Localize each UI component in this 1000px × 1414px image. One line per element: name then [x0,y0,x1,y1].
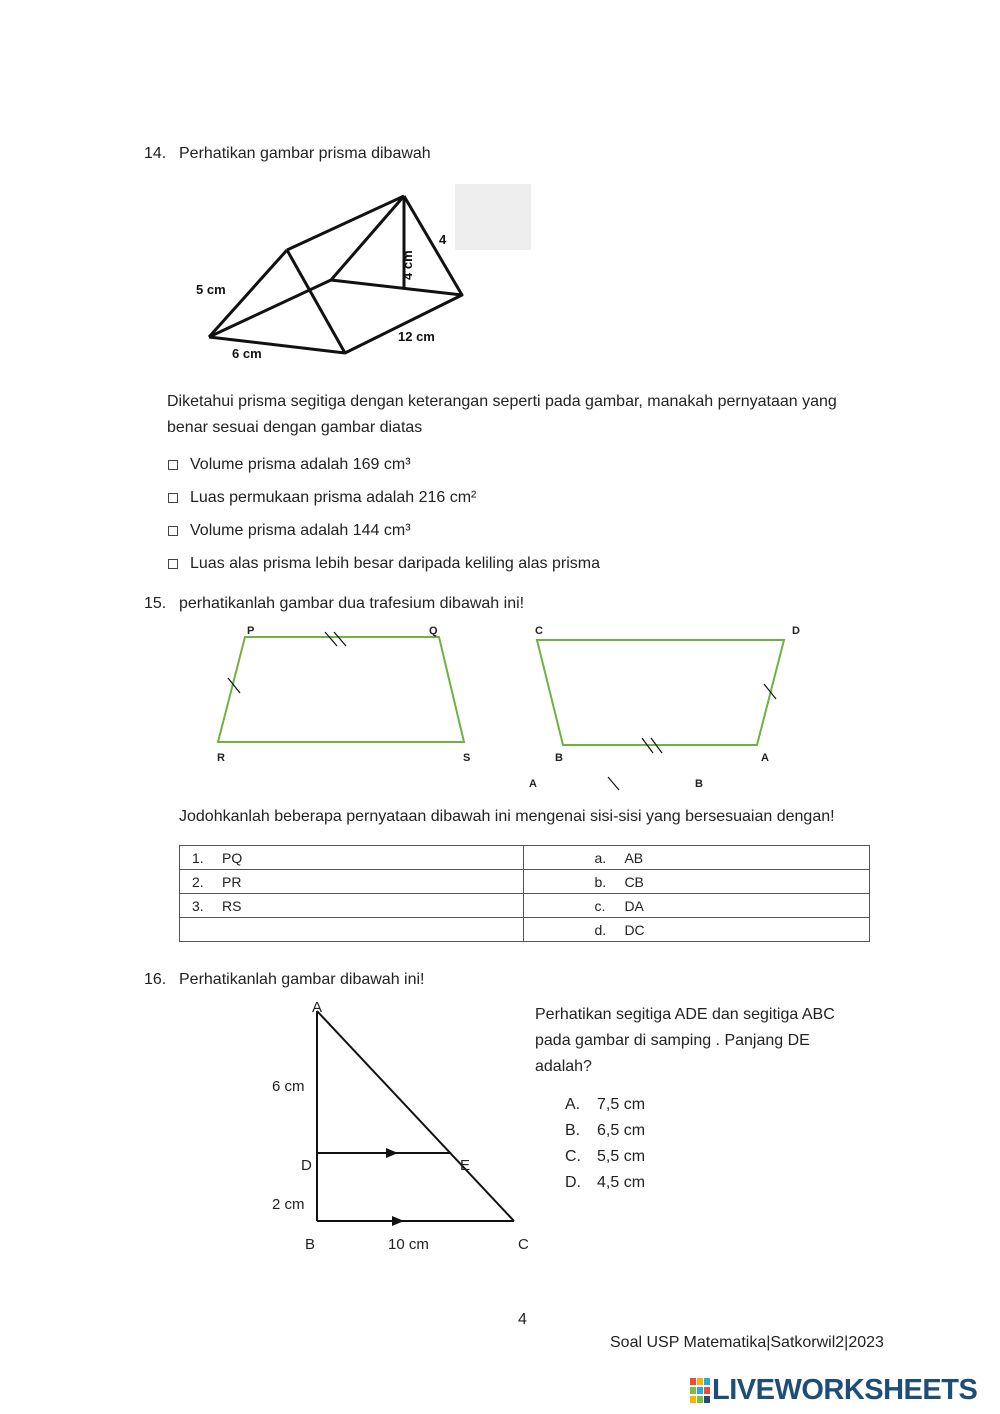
q16-number: 16. [144,971,167,988]
left-side: PQ [222,849,243,866]
match-right-cell[interactable] [524,894,870,918]
q14-number: 14. [144,145,167,162]
q14-option-2[interactable] [168,489,476,507]
option-letter: A. [565,1096,581,1113]
match-right-cell[interactable] [524,870,870,894]
q14-option-4[interactable] [168,555,600,573]
prism-edge-back-left [331,196,404,280]
q14-option-label: Volume prisma adalah 169 cm³ [190,456,411,473]
checkbox[interactable] [168,559,178,569]
arrow-de [386,1148,398,1158]
q14-paragraph-line1: Diketahui prisma segitiga dengan keterangan seperti pada gambar, manakah pernyataan yang [167,393,837,410]
trapezoids-figure [200,620,820,795]
q14-option-label: Volume prisma adalah 144 cm³ [190,522,411,539]
right-side: AB [624,849,644,866]
label-tri-e: E [460,1157,471,1174]
q16-option-d[interactable] [565,1174,645,1200]
label-4cm: 4 cm [400,250,415,280]
label-c: C [535,625,543,637]
triangle-figure [260,995,540,1260]
q14-option-label: Luas permukaan prisma adalah 216 cm² [190,489,477,506]
row-number: 1. [192,849,204,866]
label-2cm: 2 cm [272,1196,305,1213]
row-number: 2. [192,873,204,890]
footer-caption: Soal USP Matematika|Satkorwil2|2023 [610,1334,884,1351]
q14-title: Perhatikan gambar prisma dibawah [179,145,431,162]
label-b: B [555,752,563,764]
left-side: RS [222,897,242,914]
label-tri-b: B [305,1236,316,1253]
label-10cm: 10 cm [388,1236,429,1253]
q14-option-3[interactable] [168,522,411,540]
row-letter: b. [594,873,607,890]
liveworksheets-icon [690,1378,710,1404]
option-text: 4,5 cm [597,1174,646,1191]
brand-name: LIVEWORKSHEETS [712,1374,978,1406]
label-12cm: 12 cm [398,329,435,344]
q16-option-c[interactable] [565,1148,645,1174]
label-6cm: 6 cm [272,1078,305,1095]
table-row [180,894,870,918]
match-right-cell[interactable] [524,846,870,870]
match-left-cell[interactable] [180,894,524,918]
q14-paragraph-line2: benar sesuai dengan gambar diatas [167,419,423,436]
checkbox[interactable] [168,493,178,503]
match-left-cell[interactable] [180,870,524,894]
table-row [180,846,870,870]
trapezoid-pqrs [218,637,464,742]
answer-box-placeholder [455,184,531,250]
q14-option-1[interactable] [168,456,411,474]
q15-number: 15. [144,595,167,612]
match-left-cell[interactable] [180,846,524,870]
label-tri-d: D [301,1157,312,1174]
q15-title: perhatikanlah gambar dua trafesium dibawah ini! [179,595,525,612]
q15-instruction: Jodohkanlah beberapa pernyataan dibawah ini mengenai sisi-sisi yang bersesuaian dengan! [179,808,835,825]
prism-figure [180,180,540,370]
row-letter: c. [594,897,606,914]
arrow-bc [392,1216,404,1226]
brand-logo [690,1374,977,1407]
option-text: 6,5 cm [597,1122,646,1139]
label-5cm: 5 cm [196,282,226,297]
matching-table [179,845,870,942]
label-s: S [463,752,471,764]
q16-text [535,1002,835,1080]
q16-option-b[interactable] [565,1122,645,1148]
q16-text-line3: adalah? [535,1058,592,1075]
label-tri-a: A [312,999,323,1016]
option-letter: D. [565,1174,581,1191]
label-a: A [761,752,769,764]
table-row [180,918,870,942]
match-left-cell [180,918,524,942]
label-extra-b: B [695,778,703,790]
row-letter: a. [594,849,607,866]
prism-edge-front-right [287,250,345,353]
prism-edge-top [287,196,404,250]
table-row [180,870,870,894]
label-slant: 4 [439,232,447,247]
label-q: Q [429,625,438,637]
q14-option-label: Luas alas prisma lebih besar daripada keliling alas prisma [190,555,600,572]
option-text: 7,5 cm [597,1096,646,1113]
option-letter: B. [565,1122,581,1139]
label-6cm: 6 cm [232,346,262,361]
right-side: DC [624,921,645,938]
checkbox[interactable] [168,460,178,470]
tick-extra [608,777,619,790]
label-extra-a: A [529,778,537,790]
option-text: 5,5 cm [597,1148,646,1165]
checkbox[interactable] [168,526,178,536]
label-p: P [247,625,255,637]
trapezoid-cdba [537,640,784,745]
side-ac [317,1011,514,1221]
q14-paragraph [167,389,837,441]
left-side: PR [222,873,242,890]
label-d: D [792,625,800,637]
q16-options [565,1096,645,1200]
match-right-cell[interactable] [524,918,870,942]
row-number: 3. [192,897,204,914]
row-letter: d. [594,921,607,938]
right-side: CB [624,873,644,890]
q16-text-line1: Perhatikan segitiga ADE dan segitiga ABC [535,1006,835,1023]
q16-option-a[interactable] [565,1096,645,1122]
q16-text-line2: pada gambar di samping . Panjang DE [535,1032,810,1049]
label-r: R [217,752,225,764]
label-tri-c: C [518,1236,529,1253]
option-letter: C. [565,1148,581,1165]
right-side: DA [624,897,644,914]
page-number: 4 [518,1311,527,1328]
q16-title: Perhatikanlah gambar dibawah ini! [179,971,425,988]
